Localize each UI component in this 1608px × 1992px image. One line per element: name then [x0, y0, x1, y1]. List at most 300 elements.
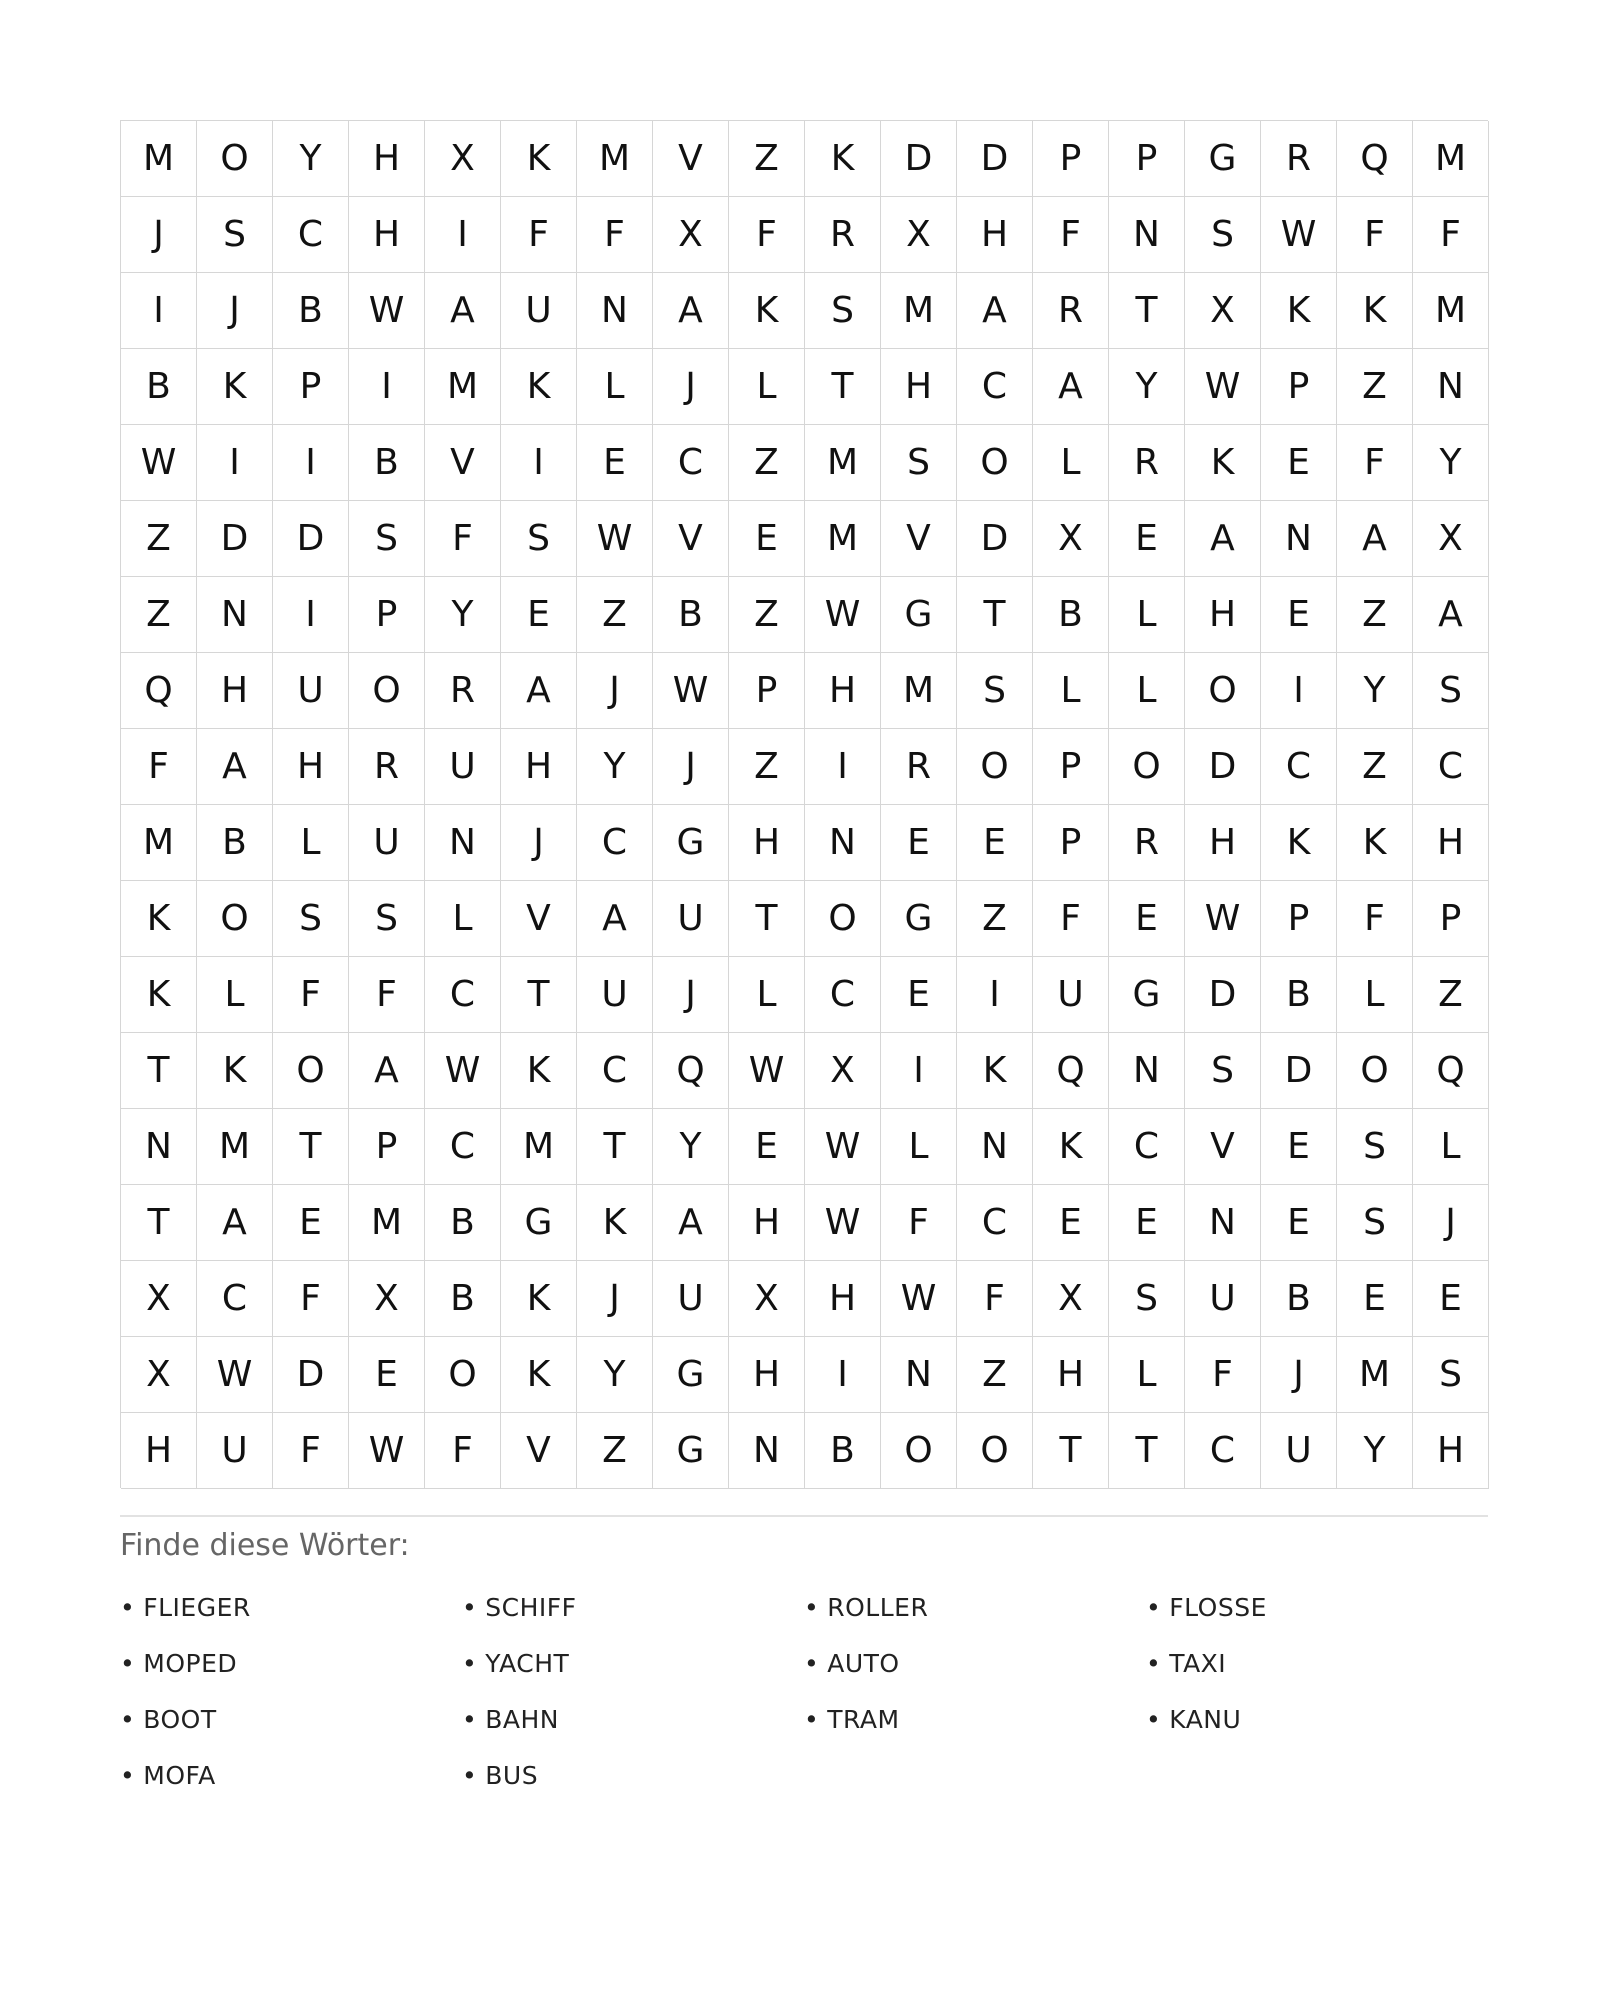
grid-cell[interactable]: J	[1261, 1337, 1337, 1413]
grid-cell[interactable]: M	[1337, 1337, 1413, 1413]
grid-cell[interactable]: F	[1413, 197, 1489, 273]
grid-cell[interactable]: M	[881, 653, 957, 729]
grid-cell[interactable]: Z	[729, 425, 805, 501]
grid-cell[interactable]: X	[1185, 273, 1261, 349]
grid-cell[interactable]: U	[273, 653, 349, 729]
grid-cell[interactable]: K	[577, 1185, 653, 1261]
grid-cell[interactable]: J	[197, 273, 273, 349]
grid-cell[interactable]: A	[197, 729, 273, 805]
grid-cell[interactable]: I	[273, 577, 349, 653]
grid-cell[interactable]: A	[501, 653, 577, 729]
grid-cell[interactable]: U	[653, 1261, 729, 1337]
grid-cell[interactable]: A	[425, 273, 501, 349]
grid-cell[interactable]: L	[729, 957, 805, 1033]
grid-cell[interactable]: S	[273, 881, 349, 957]
grid-cell[interactable]: X	[1033, 501, 1109, 577]
grid-cell[interactable]: U	[653, 881, 729, 957]
grid-cell[interactable]: S	[1413, 653, 1489, 729]
grid-cell[interactable]: V	[881, 501, 957, 577]
grid-cell[interactable]: K	[1033, 1109, 1109, 1185]
grid-cell[interactable]: F	[425, 1413, 501, 1489]
grid-cell[interactable]: T	[577, 1109, 653, 1185]
grid-cell[interactable]: X	[425, 121, 501, 197]
grid-cell[interactable]: E	[1109, 501, 1185, 577]
grid-cell[interactable]: N	[121, 1109, 197, 1185]
grid-cell[interactable]: S	[1185, 197, 1261, 273]
grid-cell[interactable]: K	[121, 881, 197, 957]
grid-cell[interactable]: G	[881, 577, 957, 653]
grid-cell[interactable]: B	[1033, 577, 1109, 653]
grid-cell[interactable]: I	[273, 425, 349, 501]
grid-cell[interactable]: M	[197, 1109, 273, 1185]
grid-cell[interactable]: E	[1261, 1185, 1337, 1261]
grid-cell[interactable]: T	[121, 1185, 197, 1261]
grid-cell[interactable]: R	[1261, 121, 1337, 197]
grid-cell[interactable]: E	[349, 1337, 425, 1413]
grid-cell[interactable]: B	[197, 805, 273, 881]
grid-cell[interactable]: C	[957, 1185, 1033, 1261]
grid-cell[interactable]: Y	[1413, 425, 1489, 501]
grid-cell[interactable]: E	[1109, 1185, 1185, 1261]
grid-cell[interactable]: I	[805, 729, 881, 805]
grid-cell[interactable]: H	[729, 805, 805, 881]
grid-cell[interactable]: M	[349, 1185, 425, 1261]
grid-cell[interactable]: E	[577, 425, 653, 501]
grid-cell[interactable]: K	[1337, 273, 1413, 349]
grid-cell[interactable]: X	[121, 1261, 197, 1337]
grid-cell[interactable]: Z	[577, 1413, 653, 1489]
grid-cell[interactable]: M	[501, 1109, 577, 1185]
grid-cell[interactable]: E	[729, 501, 805, 577]
grid-cell[interactable]: N	[425, 805, 501, 881]
grid-cell[interactable]: V	[425, 425, 501, 501]
grid-cell[interactable]: W	[1185, 881, 1261, 957]
grid-cell[interactable]: F	[1033, 197, 1109, 273]
grid-cell[interactable]: Z	[1337, 349, 1413, 425]
grid-cell[interactable]: O	[425, 1337, 501, 1413]
grid-cell[interactable]: I	[1261, 653, 1337, 729]
grid-cell[interactable]: E	[957, 805, 1033, 881]
grid-cell[interactable]: R	[425, 653, 501, 729]
grid-cell[interactable]: M	[805, 501, 881, 577]
grid-cell[interactable]: H	[121, 1413, 197, 1489]
grid-cell[interactable]: S	[805, 273, 881, 349]
grid-cell[interactable]: O	[1185, 653, 1261, 729]
grid-cell[interactable]: X	[1033, 1261, 1109, 1337]
grid-cell[interactable]: A	[653, 273, 729, 349]
grid-cell[interactable]: M	[121, 805, 197, 881]
grid-cell[interactable]: H	[349, 197, 425, 273]
grid-cell[interactable]: F	[273, 957, 349, 1033]
grid-cell[interactable]: U	[1261, 1413, 1337, 1489]
grid-cell[interactable]: W	[577, 501, 653, 577]
grid-cell[interactable]: W	[349, 273, 425, 349]
grid-cell[interactable]: S	[349, 881, 425, 957]
grid-cell[interactable]: F	[1337, 197, 1413, 273]
grid-cell[interactable]: K	[121, 957, 197, 1033]
grid-cell[interactable]: X	[121, 1337, 197, 1413]
grid-cell[interactable]: B	[653, 577, 729, 653]
grid-cell[interactable]: B	[1261, 957, 1337, 1033]
grid-cell[interactable]: K	[957, 1033, 1033, 1109]
grid-cell[interactable]: B	[1261, 1261, 1337, 1337]
grid-cell[interactable]: H	[501, 729, 577, 805]
grid-cell[interactable]: S	[349, 501, 425, 577]
grid-cell[interactable]: H	[1185, 805, 1261, 881]
grid-cell[interactable]: P	[1033, 121, 1109, 197]
grid-cell[interactable]: I	[197, 425, 273, 501]
grid-cell[interactable]: G	[1185, 121, 1261, 197]
grid-cell[interactable]: I	[881, 1033, 957, 1109]
grid-cell[interactable]: Y	[577, 729, 653, 805]
grid-cell[interactable]: T	[501, 957, 577, 1033]
grid-cell[interactable]: N	[577, 273, 653, 349]
grid-cell[interactable]: J	[1413, 1185, 1489, 1261]
grid-cell[interactable]: P	[349, 1109, 425, 1185]
grid-cell[interactable]: D	[957, 121, 1033, 197]
grid-cell[interactable]: V	[1185, 1109, 1261, 1185]
grid-cell[interactable]: U	[1185, 1261, 1261, 1337]
grid-cell[interactable]: L	[1109, 653, 1185, 729]
grid-cell[interactable]: O	[197, 881, 273, 957]
grid-cell[interactable]: K	[501, 1261, 577, 1337]
grid-cell[interactable]: U	[1033, 957, 1109, 1033]
grid-cell[interactable]: I	[805, 1337, 881, 1413]
grid-cell[interactable]: K	[1337, 805, 1413, 881]
grid-cell[interactable]: F	[273, 1413, 349, 1489]
grid-cell[interactable]: I	[957, 957, 1033, 1033]
grid-cell[interactable]: L	[1109, 1337, 1185, 1413]
grid-cell[interactable]: C	[425, 957, 501, 1033]
grid-cell[interactable]: C	[425, 1109, 501, 1185]
grid-cell[interactable]: V	[653, 501, 729, 577]
grid-cell[interactable]: T	[121, 1033, 197, 1109]
grid-cell[interactable]: T	[729, 881, 805, 957]
grid-cell[interactable]: M	[425, 349, 501, 425]
grid-cell[interactable]: O	[957, 729, 1033, 805]
grid-cell[interactable]: K	[1185, 425, 1261, 501]
grid-cell[interactable]: A	[349, 1033, 425, 1109]
grid-cell[interactable]: P	[1413, 881, 1489, 957]
grid-cell[interactable]: O	[805, 881, 881, 957]
grid-cell[interactable]: A	[1185, 501, 1261, 577]
grid-cell[interactable]: N	[729, 1413, 805, 1489]
grid-cell[interactable]: H	[805, 653, 881, 729]
grid-cell[interactable]: L	[273, 805, 349, 881]
grid-cell[interactable]: J	[577, 653, 653, 729]
grid-cell[interactable]: D	[1185, 729, 1261, 805]
grid-cell[interactable]: I	[121, 273, 197, 349]
grid-cell[interactable]: U	[577, 957, 653, 1033]
grid-cell[interactable]: D	[273, 501, 349, 577]
grid-cell[interactable]: S	[197, 197, 273, 273]
grid-cell[interactable]: M	[805, 425, 881, 501]
grid-cell[interactable]: L	[197, 957, 273, 1033]
grid-cell[interactable]: K	[805, 121, 881, 197]
grid-cell[interactable]: Z	[729, 577, 805, 653]
grid-cell[interactable]: R	[1033, 273, 1109, 349]
grid-cell[interactable]: M	[577, 121, 653, 197]
grid-cell[interactable]: B	[425, 1185, 501, 1261]
grid-cell[interactable]: R	[349, 729, 425, 805]
grid-cell[interactable]: H	[273, 729, 349, 805]
grid-cell[interactable]: L	[1033, 425, 1109, 501]
grid-cell[interactable]: Z	[121, 577, 197, 653]
grid-cell[interactable]: L	[577, 349, 653, 425]
grid-cell[interactable]: B	[273, 273, 349, 349]
grid-cell[interactable]: K	[197, 1033, 273, 1109]
grid-cell[interactable]: I	[425, 197, 501, 273]
grid-cell[interactable]: F	[273, 1261, 349, 1337]
grid-cell[interactable]: G	[881, 881, 957, 957]
grid-cell[interactable]: A	[1413, 577, 1489, 653]
grid-cell[interactable]: W	[1261, 197, 1337, 273]
grid-cell[interactable]: H	[881, 349, 957, 425]
grid-cell[interactable]: H	[729, 1185, 805, 1261]
grid-cell[interactable]: W	[197, 1337, 273, 1413]
grid-cell[interactable]: R	[805, 197, 881, 273]
grid-cell[interactable]: S	[1413, 1337, 1489, 1413]
grid-cell[interactable]: H	[1033, 1337, 1109, 1413]
grid-cell[interactable]: M	[121, 121, 197, 197]
grid-cell[interactable]: G	[653, 805, 729, 881]
grid-cell[interactable]: D	[273, 1337, 349, 1413]
grid-cell[interactable]: M	[1413, 273, 1489, 349]
grid-cell[interactable]: T	[957, 577, 1033, 653]
grid-cell[interactable]: Y	[1109, 349, 1185, 425]
grid-cell[interactable]: H	[729, 1337, 805, 1413]
grid-cell[interactable]: E	[1261, 425, 1337, 501]
grid-cell[interactable]: N	[1413, 349, 1489, 425]
grid-cell[interactable]: E	[881, 957, 957, 1033]
grid-cell[interactable]: Z	[577, 577, 653, 653]
grid-cell[interactable]: S	[501, 501, 577, 577]
grid-cell[interactable]: K	[1261, 273, 1337, 349]
grid-cell[interactable]: C	[197, 1261, 273, 1337]
grid-cell[interactable]: W	[881, 1261, 957, 1337]
grid-cell[interactable]: S	[957, 653, 1033, 729]
grid-cell[interactable]: N	[881, 1337, 957, 1413]
grid-cell[interactable]: P	[1261, 349, 1337, 425]
grid-cell[interactable]: F	[121, 729, 197, 805]
grid-cell[interactable]: W	[653, 653, 729, 729]
grid-cell[interactable]: E	[501, 577, 577, 653]
grid-cell[interactable]: C	[1261, 729, 1337, 805]
grid-cell[interactable]: P	[1033, 729, 1109, 805]
grid-cell[interactable]: T	[1109, 273, 1185, 349]
grid-cell[interactable]: E	[273, 1185, 349, 1261]
grid-cell[interactable]: F	[729, 197, 805, 273]
grid-cell[interactable]: K	[729, 273, 805, 349]
grid-cell[interactable]: U	[349, 805, 425, 881]
grid-cell[interactable]: I	[501, 425, 577, 501]
grid-cell[interactable]: Q	[1413, 1033, 1489, 1109]
grid-cell[interactable]: B	[805, 1413, 881, 1489]
grid-cell[interactable]: Q	[121, 653, 197, 729]
grid-cell[interactable]: Y	[273, 121, 349, 197]
grid-cell[interactable]: X	[881, 197, 957, 273]
grid-cell[interactable]: A	[197, 1185, 273, 1261]
grid-cell[interactable]: L	[881, 1109, 957, 1185]
grid-cell[interactable]: C	[1109, 1109, 1185, 1185]
grid-cell[interactable]: Q	[1033, 1033, 1109, 1109]
grid-cell[interactable]: M	[881, 273, 957, 349]
grid-cell[interactable]: Q	[1337, 121, 1413, 197]
grid-cell[interactable]: H	[805, 1261, 881, 1337]
grid-cell[interactable]: C	[957, 349, 1033, 425]
grid-cell[interactable]: F	[577, 197, 653, 273]
grid-cell[interactable]: G	[653, 1413, 729, 1489]
grid-cell[interactable]: C	[273, 197, 349, 273]
grid-cell[interactable]: X	[729, 1261, 805, 1337]
grid-cell[interactable]: X	[349, 1261, 425, 1337]
grid-cell[interactable]: W	[805, 1109, 881, 1185]
grid-cell[interactable]: F	[425, 501, 501, 577]
grid-cell[interactable]: U	[197, 1413, 273, 1489]
grid-cell[interactable]: R	[881, 729, 957, 805]
grid-cell[interactable]: E	[1261, 577, 1337, 653]
grid-cell[interactable]: I	[349, 349, 425, 425]
grid-cell[interactable]: D	[881, 121, 957, 197]
grid-cell[interactable]: R	[1109, 425, 1185, 501]
grid-cell[interactable]: F	[349, 957, 425, 1033]
grid-cell[interactable]: X	[805, 1033, 881, 1109]
grid-cell[interactable]: O	[881, 1413, 957, 1489]
grid-cell[interactable]: Y	[653, 1109, 729, 1185]
grid-cell[interactable]: S	[1337, 1109, 1413, 1185]
grid-cell[interactable]: J	[501, 805, 577, 881]
grid-cell[interactable]: T	[1109, 1413, 1185, 1489]
grid-cell[interactable]: C	[577, 1033, 653, 1109]
grid-cell[interactable]: O	[197, 121, 273, 197]
grid-cell[interactable]: X	[653, 197, 729, 273]
grid-cell[interactable]: W	[805, 1185, 881, 1261]
grid-cell[interactable]: P	[1033, 805, 1109, 881]
grid-cell[interactable]: E	[1033, 1185, 1109, 1261]
grid-cell[interactable]: C	[1413, 729, 1489, 805]
grid-cell[interactable]: Z	[1337, 577, 1413, 653]
grid-cell[interactable]: C	[805, 957, 881, 1033]
grid-cell[interactable]: P	[349, 577, 425, 653]
grid-cell[interactable]: N	[1109, 1033, 1185, 1109]
grid-cell[interactable]: A	[1033, 349, 1109, 425]
grid-cell[interactable]: E	[1261, 1109, 1337, 1185]
grid-cell[interactable]: T	[273, 1109, 349, 1185]
grid-cell[interactable]: K	[501, 1337, 577, 1413]
grid-cell[interactable]: A	[577, 881, 653, 957]
grid-cell[interactable]: L	[729, 349, 805, 425]
grid-cell[interactable]: N	[805, 805, 881, 881]
grid-cell[interactable]: T	[805, 349, 881, 425]
grid-cell[interactable]: K	[501, 1033, 577, 1109]
grid-cell[interactable]: C	[1185, 1413, 1261, 1489]
grid-cell[interactable]: Z	[1337, 729, 1413, 805]
grid-cell[interactable]: Z	[729, 729, 805, 805]
grid-cell[interactable]: D	[1261, 1033, 1337, 1109]
grid-cell[interactable]: H	[349, 121, 425, 197]
grid-cell[interactable]: F	[881, 1185, 957, 1261]
grid-cell[interactable]: F	[1185, 1337, 1261, 1413]
grid-cell[interactable]: E	[881, 805, 957, 881]
grid-cell[interactable]: J	[653, 957, 729, 1033]
grid-cell[interactable]: Y	[1337, 1413, 1413, 1489]
grid-cell[interactable]: Z	[957, 1337, 1033, 1413]
grid-cell[interactable]: Z	[1413, 957, 1489, 1033]
grid-cell[interactable]: J	[121, 197, 197, 273]
grid-cell[interactable]: L	[1109, 577, 1185, 653]
grid-cell[interactable]: S	[1337, 1185, 1413, 1261]
grid-cell[interactable]: A	[653, 1185, 729, 1261]
grid-cell[interactable]: N	[197, 577, 273, 653]
grid-cell[interactable]: V	[653, 121, 729, 197]
grid-cell[interactable]: F	[957, 1261, 1033, 1337]
grid-cell[interactable]: V	[501, 881, 577, 957]
grid-cell[interactable]: L	[1413, 1109, 1489, 1185]
grid-cell[interactable]: W	[121, 425, 197, 501]
grid-cell[interactable]: O	[957, 425, 1033, 501]
grid-cell[interactable]: R	[1109, 805, 1185, 881]
grid-cell[interactable]: H	[1413, 1413, 1489, 1489]
grid-cell[interactable]: V	[501, 1413, 577, 1489]
grid-cell[interactable]: M	[1413, 121, 1489, 197]
grid-cell[interactable]: B	[425, 1261, 501, 1337]
grid-cell[interactable]: U	[501, 273, 577, 349]
grid-cell[interactable]: P	[1109, 121, 1185, 197]
grid-cell[interactable]: Z	[729, 121, 805, 197]
grid-cell[interactable]: X	[1413, 501, 1489, 577]
grid-cell[interactable]: F	[1337, 425, 1413, 501]
grid-cell[interactable]: W	[805, 577, 881, 653]
grid-cell[interactable]: O	[349, 653, 425, 729]
grid-cell[interactable]: N	[1185, 1185, 1261, 1261]
grid-cell[interactable]: O	[1109, 729, 1185, 805]
grid-cell[interactable]: O	[1337, 1033, 1413, 1109]
grid-cell[interactable]: P	[1261, 881, 1337, 957]
grid-cell[interactable]: L	[425, 881, 501, 957]
grid-cell[interactable]: J	[653, 349, 729, 425]
grid-cell[interactable]: K	[501, 121, 577, 197]
grid-cell[interactable]: Y	[577, 1337, 653, 1413]
grid-cell[interactable]: U	[425, 729, 501, 805]
grid-cell[interactable]: C	[577, 805, 653, 881]
grid-cell[interactable]: G	[1109, 957, 1185, 1033]
grid-cell[interactable]: W	[349, 1413, 425, 1489]
grid-cell[interactable]: P	[729, 653, 805, 729]
grid-cell[interactable]: J	[653, 729, 729, 805]
grid-cell[interactable]: F	[1337, 881, 1413, 957]
grid-cell[interactable]: K	[501, 349, 577, 425]
grid-cell[interactable]: N	[957, 1109, 1033, 1185]
grid-cell[interactable]: N	[1109, 197, 1185, 273]
grid-cell[interactable]: S	[881, 425, 957, 501]
grid-cell[interactable]: B	[121, 349, 197, 425]
grid-cell[interactable]: D	[957, 501, 1033, 577]
grid-cell[interactable]: W	[425, 1033, 501, 1109]
grid-cell[interactable]: L	[1033, 653, 1109, 729]
grid-cell[interactable]: H	[957, 197, 1033, 273]
grid-cell[interactable]: A	[957, 273, 1033, 349]
grid-cell[interactable]: Y	[425, 577, 501, 653]
grid-cell[interactable]: S	[1109, 1261, 1185, 1337]
grid-cell[interactable]: N	[1261, 501, 1337, 577]
grid-cell[interactable]: O	[957, 1413, 1033, 1489]
grid-cell[interactable]: H	[197, 653, 273, 729]
grid-cell[interactable]: D	[1185, 957, 1261, 1033]
grid-cell[interactable]: G	[501, 1185, 577, 1261]
grid-cell[interactable]: W	[1185, 349, 1261, 425]
grid-cell[interactable]: E	[729, 1109, 805, 1185]
grid-cell[interactable]: W	[729, 1033, 805, 1109]
